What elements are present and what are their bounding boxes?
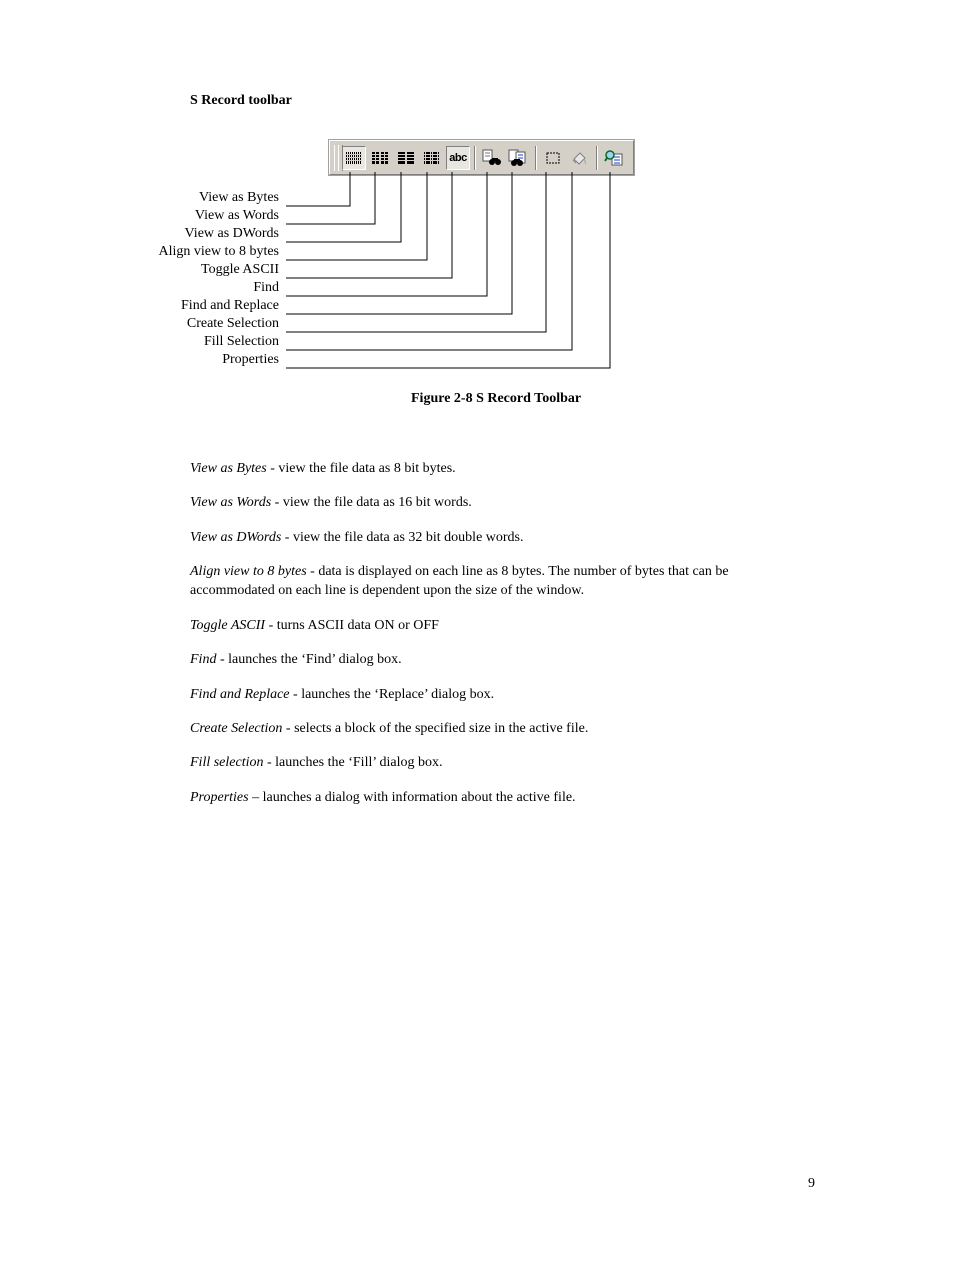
description-paragraph	[190, 493, 790, 512]
description-paragraph	[190, 650, 790, 669]
callout-label: View as Bytes	[198, 190, 279, 205]
callout-label: Properties	[222, 352, 279, 367]
description-paragraph	[190, 562, 790, 600]
description-paragraph	[190, 459, 790, 478]
description-text: - launches the ‘Fill’ dialog box.	[263, 755, 443, 770]
callout-label: Find	[253, 280, 279, 295]
description-text: - view the file data as 32 bit double words.	[281, 530, 524, 545]
callout-line-find	[286, 172, 487, 296]
description-text: – launches a dialog with information about the active file.	[248, 790, 576, 805]
description-term: Find	[190, 652, 217, 667]
description-paragraph	[190, 753, 790, 772]
description-term: View as Words	[190, 495, 272, 510]
description-paragraph	[190, 616, 790, 635]
callout-line-view-as-words	[286, 172, 375, 224]
description-text: - launches the ‘Replace’ dialog box.	[289, 687, 495, 702]
callout-line-view-as-bytes	[286, 172, 350, 206]
callout-line-find-and-replace	[286, 172, 512, 314]
callout-line-view-as-dwords	[286, 172, 401, 242]
description-text: - view the file data as 16 bit words.	[271, 495, 472, 510]
callout-label: View as DWords	[184, 226, 279, 241]
page-number: 9	[808, 1176, 815, 1191]
description-text: - data is displayed on each line as 8 bytes. The number of bytes that can be accommodated on each line is dependent upon the size of the window.	[190, 564, 729, 598]
description-paragraph	[190, 788, 790, 807]
description-term: Toggle ASCII	[190, 618, 266, 633]
description-text: - selects a block of the specified size in the active file.	[282, 721, 589, 736]
callout-line-properties	[286, 172, 610, 368]
description-term: Create Selection	[190, 721, 283, 736]
callout-label: Align view to 8 bytes	[158, 244, 279, 259]
callout-label: Fill Selection	[203, 334, 279, 349]
description-term: Properties	[190, 790, 249, 805]
callout-line-create-selection	[286, 172, 546, 332]
description-paragraph	[190, 528, 790, 547]
callout-line-align-view	[286, 172, 427, 260]
section-title: S Record toolbar	[190, 93, 292, 108]
description-text: - launches the ‘Find’ dialog box.	[216, 652, 402, 667]
callout-label: Toggle ASCII	[201, 262, 279, 277]
description-text: - turns ASCII data ON or OFF	[265, 618, 439, 633]
callout-label: Find and Replace	[181, 298, 279, 313]
description-term: Fill selection	[190, 755, 264, 770]
toggle-ascii-icon: abc	[449, 152, 467, 164]
description-paragraph	[190, 719, 790, 738]
description-term: View as DWords	[190, 530, 282, 545]
description-text: - view the file data as 8 bit bytes.	[266, 461, 456, 476]
callout-line-fill-selection	[286, 172, 572, 350]
callout-label: Create Selection	[186, 316, 279, 331]
figure-caption: Figure 2-8 S Record Toolbar	[411, 391, 582, 406]
description-term: Find and Replace	[190, 687, 290, 702]
callout-label: View as Words	[194, 208, 279, 223]
description-term: View as Bytes	[190, 461, 267, 476]
callout-lines	[0, 0, 954, 420]
description-term: Align view to 8 bytes	[190, 564, 307, 579]
description-paragraph	[190, 685, 790, 704]
